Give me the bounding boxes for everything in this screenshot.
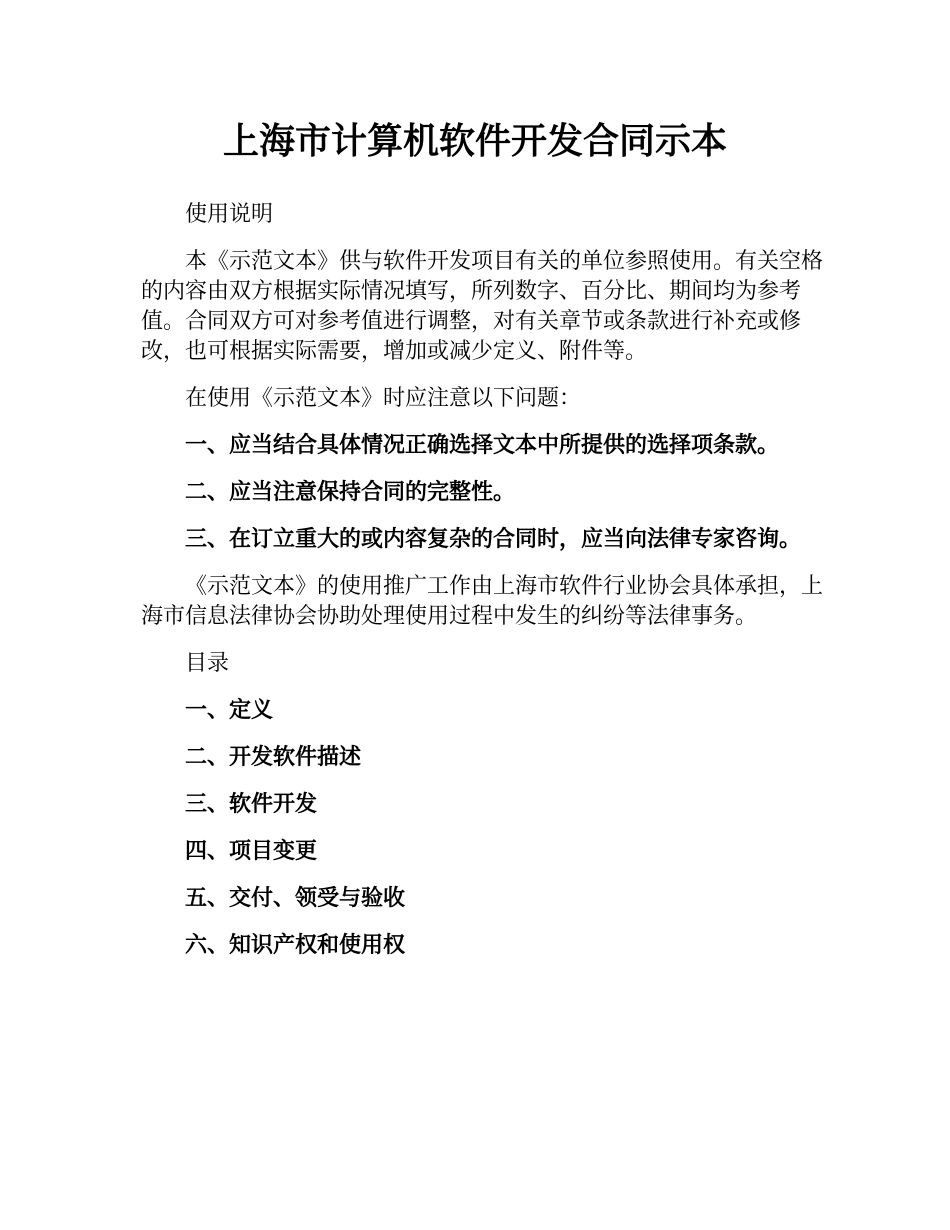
toc-item-ip-rights: 六、知识产权和使用权 — [185, 933, 406, 958]
document-body — [141, 200, 831, 978]
paragraph-usage-heading: 使用说明 — [185, 202, 274, 227]
toc-heading: 目录 — [185, 651, 230, 676]
document-title: 上海市计算机软件开发合同示本 — [222, 121, 727, 162]
paragraph-note-3: 三、在订立重大的或内容复杂的合同时，应当向法律专家咨询。 — [185, 527, 802, 552]
paragraph-promotion: 《示范文本》的使用推广工作由上海市软件行业协会具体承担，上海市信息法律协会协助处理使用过程中发生的纠纷等法律事务。 — [141, 574, 824, 629]
toc-item-project-change: 四、项目变更 — [185, 839, 318, 864]
toc-item-definitions: 一、定义 — [185, 698, 274, 723]
toc-item-software-description: 二、开发软件描述 — [185, 745, 362, 770]
paragraph-note-2: 二、应当注意保持合同的完整性。 — [185, 480, 516, 505]
paragraph-usage-description: 本《示范文本》供与软件开发项目有关的单位参照使用。有关空格的内容由双方根据实际情况填写，所列数字、百分比、期间均为参考值。合同双方可对参考值进行调整，对有关章节或条款进行补充或修改，也可根据实际需要，增加或减少定义、附件等。 — [141, 249, 824, 364]
toc-item-delivery-acceptance: 五、交付、领受与验收 — [185, 886, 406, 911]
paragraph-notes-intro: 在使用《示范文本》时应注意以下问题： — [185, 386, 582, 411]
toc-item-software-development: 三、软件开发 — [185, 792, 318, 817]
paragraph-note-1: 一、应当结合具体情况正确选择文本中所提供的选择项条款。 — [185, 433, 780, 458]
